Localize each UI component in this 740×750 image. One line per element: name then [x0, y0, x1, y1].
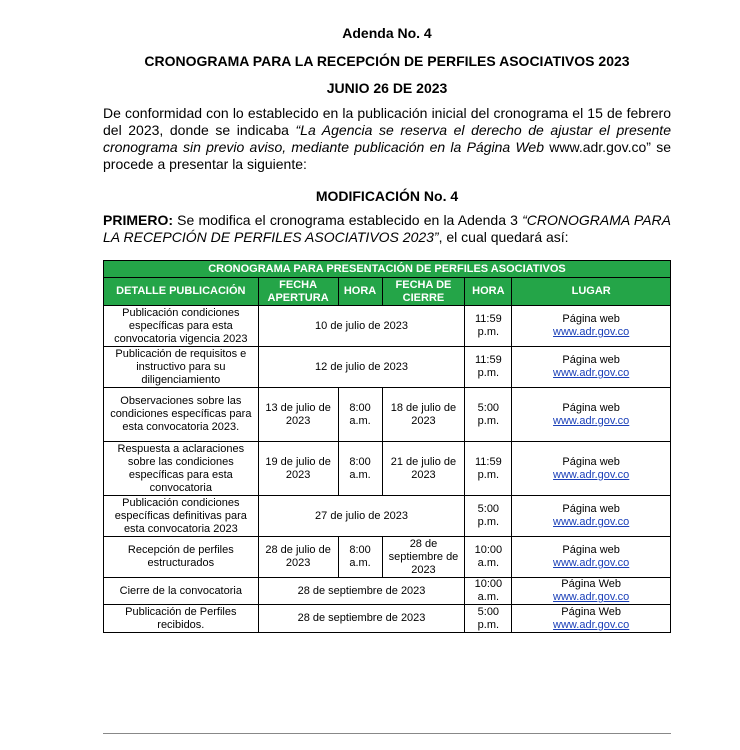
row-close-hour: 5:00 p.m.: [465, 605, 512, 633]
row-close-hour: 10:00 a.m.: [465, 537, 512, 578]
row-close-date: 28 de septiembre de 2023: [382, 537, 465, 578]
place-label: Página Web: [561, 578, 622, 590]
table-row: [104, 605, 671, 633]
primero-label: PRIMERO:: [103, 212, 173, 228]
header-close-date: FECHA DE CIERRE: [382, 278, 465, 306]
primero-quote: “CRONOGRAMA PARA LA RECEPCIÓN DE PERFILES ASOCIATIVOS 2023”: [103, 212, 671, 245]
table-row: [104, 496, 671, 537]
place-label: Página web: [562, 455, 620, 468]
row-detail: Publicación de requisitos e instructivo para su diligenciamiento: [104, 347, 259, 388]
footer-divider: [103, 733, 671, 734]
place-label: Página web: [562, 313, 620, 325]
row-place: [512, 537, 671, 578]
row-detail: Respuesta a aclaraciones sobre las condiciones específicas para esta convocatoria: [104, 442, 259, 496]
table-row: [104, 388, 671, 442]
row-open-date: 13 de julio de 2023: [258, 388, 338, 442]
table-banner: CRONOGRAMA PARA PRESENTACIÓN DE PERFILES ASOCIATIVOS: [104, 261, 671, 278]
row-detail: Recepción de perfiles estructurados: [104, 537, 259, 578]
row-detail: Publicación de Perfiles recibidos.: [104, 605, 259, 633]
document-title: CRONOGRAMA PARA LA RECEPCIÓN DE PERFILES ASOCIATIVOS 2023: [144, 53, 630, 69]
row-close-date: 21 de julio de 2023: [382, 442, 465, 496]
intro-text: De conformidad con lo establecido en la publicación inicial del cronograma el 15 de febrero del 2023, donde se indicaba: [103, 105, 671, 138]
primero-text: Se modifica el cronograma establecido en la Adenda 3: [173, 212, 523, 228]
schedule-table: [103, 260, 671, 633]
row-date: 12 de julio de 2023: [258, 347, 465, 388]
row-date: 10 de julio de 2023: [258, 306, 465, 347]
header-open-hour: HORA: [338, 278, 382, 306]
row-detail: Cierre de la convocatoria: [104, 578, 259, 605]
place-link[interactable]: www.adr.gov.co: [553, 618, 630, 631]
intro-text-end: ” se procede a presentar la siguiente:: [103, 139, 672, 172]
primero-text-end: , el cual quedará así:: [438, 229, 569, 245]
row-close-hour: 11:59 p.m.: [465, 442, 512, 496]
row-place: [512, 388, 671, 442]
modification-title: MODIFICACIÓN No. 4: [315, 188, 459, 204]
place-link[interactable]: www.adr.gov.co: [553, 591, 630, 603]
intro-quote: “La Agencia se reserva el derecho de ajustar el presente cronograma sin previo aviso, mediante publicación en la Página Web: [103, 122, 671, 155]
table-row: [104, 442, 671, 496]
place-link[interactable]: www.adr.gov.co: [553, 414, 630, 427]
intro-paragraph: [103, 105, 671, 173]
row-place: [512, 442, 671, 496]
row-detail: Observaciones sobre las condiciones específicas para esta convocatoria 2023.: [104, 388, 259, 442]
row-place: [512, 347, 671, 388]
row-date: 27 de julio de 2023: [258, 496, 465, 537]
row-place: [512, 578, 671, 605]
place-label: Página web: [562, 544, 620, 556]
intro-url[interactable]: www.adr.gov.co: [549, 139, 647, 155]
row-place: [512, 496, 671, 537]
row-date: 28 de septiembre de 2023: [258, 578, 465, 605]
row-open-hour: 8:00 a.m.: [338, 537, 382, 578]
place-label: Página web: [562, 354, 620, 366]
row-open-date: 28 de julio de 2023: [258, 537, 338, 578]
place-label: Página web: [562, 503, 620, 515]
row-detail: Publicación condiciones específicas definitivas para esta convocatoria 2023: [104, 496, 259, 537]
row-open-hour: 8:00 a.m.: [338, 388, 382, 442]
primero-paragraph: [103, 212, 671, 246]
table-row: [104, 306, 671, 347]
document-date: JUNIO 26 DE 2023: [326, 80, 448, 96]
row-close-hour: 10:00 a.m.: [465, 578, 512, 605]
addendum-number: Adenda No. 4: [342, 25, 432, 41]
header-place: LUGAR: [512, 278, 671, 306]
table-row: [104, 537, 671, 578]
row-place: [512, 605, 671, 633]
row-close-date: 18 de julio de 2023: [382, 388, 465, 442]
place-label: Página Web: [561, 605, 622, 618]
place-link[interactable]: www.adr.gov.co: [553, 557, 630, 569]
place-link[interactable]: www.adr.gov.co: [553, 326, 630, 338]
header-detail: DETALLE PUBLICACIÓN: [104, 278, 259, 306]
header-close-hour: HORA: [465, 278, 512, 306]
place-label: Página web: [562, 401, 620, 414]
header-open-date: FECHA APERTURA: [258, 278, 338, 306]
row-open-date: 19 de julio de 2023: [258, 442, 338, 496]
place-link[interactable]: www.adr.gov.co: [553, 516, 630, 528]
row-place: [512, 306, 671, 347]
table-row: [104, 347, 671, 388]
place-link[interactable]: www.adr.gov.co: [553, 468, 630, 481]
row-close-hour: 11:59 p.m.: [465, 347, 512, 388]
row-close-hour: 11:59 p.m.: [465, 306, 512, 347]
row-close-hour: 5:00 p.m.: [465, 388, 512, 442]
row-close-hour: 5:00 p.m.: [465, 496, 512, 537]
row-open-hour: 8:00 a.m.: [338, 442, 382, 496]
row-detail: Publicación condiciones específicas para esta convocatoria vigencia 2023: [104, 306, 259, 347]
place-link[interactable]: www.adr.gov.co: [553, 367, 630, 379]
table-row: [104, 578, 671, 605]
row-date: 28 de septiembre de 2023: [258, 605, 465, 633]
